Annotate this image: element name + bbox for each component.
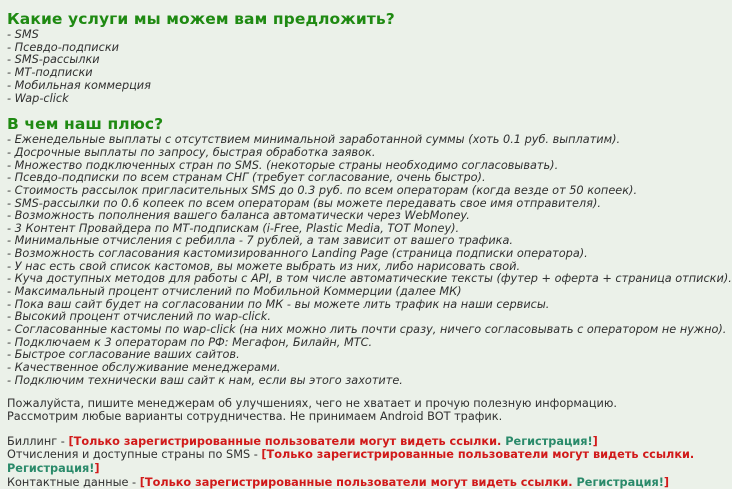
contact-data-label: Контактные данные - [7, 475, 137, 489]
locked-link-notice: Регистрация!] [7, 461, 100, 475]
advantages-list [7, 133, 732, 387]
deductions-label: Отчисления и доступные страны по SMS - [7, 448, 258, 462]
locked-link-notice: [Только зарегистрированные пользователи могут видеть ссылки. Регистрация!] [68, 434, 598, 448]
locked-link-notice: [Только зарегистрированные пользователи могут видеть ссылки. [261, 448, 695, 462]
manager-notice: Пожалуйста, пишите менеджерам об улучшениях, чего не хватает и прочую полезную информацию. Рассмотрим любые варианты сотрудничества. Не принимаем Android BOT трафик. [7, 397, 617, 423]
services-list-item: - Псевдо-подписки [7, 40, 119, 54]
locked-link-notice: [Только зарегистрированные пользователи могут видеть ссылки. Регистрация!] [139, 475, 670, 489]
advantages-list-item: - Максимальный процент отчислений по Мобильной Коммерции (далее МК) [7, 285, 462, 299]
services-list-item: - Wap-click [7, 91, 69, 105]
register-link[interactable]: Регистрация! [505, 434, 593, 448]
advantages-list-item: - Подключаем к 3 операторам по РФ: Мегафон, Билайн, МТС. [7, 335, 373, 349]
services-heading: Какие услуги мы можем вам предложить? [7, 10, 395, 28]
advantages-list-item: - Подключим технически ваш сайт к нам, если вы этого захотите. [7, 373, 403, 387]
advantages-list-item: - Высокий процент отчислений по wap-click. [7, 310, 271, 324]
services-list-item: - МТ-подписки [7, 66, 93, 80]
advantages-list-item: - Пока ваш сайт будет на согласовании по МК - вы можете лить трафик на наши сервисы. [7, 297, 550, 311]
services-list-item: - SMS-рассылки [7, 53, 100, 67]
advantages-list-item: - 3 Контент Провайдера по МТ-подпискам (i-Free, Plastic Media, TOT Money). [7, 221, 460, 235]
deductions-line [7, 448, 695, 475]
post-content [7, 10, 732, 489]
advantages-list-item: - Возможность пополнения вашего баланса автоматически через WebMoney. [7, 209, 470, 223]
spacer [7, 105, 647, 115]
advantages-list-item: - SMS-рассылки по 0.6 копеек по всем операторам (вы можете передавать свое имя отправителя). [7, 196, 601, 210]
services-list-item: - SMS [7, 28, 39, 41]
advantages-list-item: - Минимальные отчисления с ребилла - 7 рублей, а там зависит от вашего трафика. [7, 234, 513, 248]
services-list [7, 29, 647, 105]
advantages-list-item: - Стоимость рассылок пригласительных SMS до 0.3 руб. по всем операторам (когда везде от 50 копеек). [7, 183, 638, 197]
advantages-list-item: - Качественное обслуживание менеджерами. [7, 361, 281, 375]
advantages-list-item: - Досрочные выплаты по запросу, быстрая обработка заявок. [7, 145, 376, 159]
advantages-list-item: - Согласованные кастомы по wap-click (на них можно лить почти сразу, ничего согласовывать с оператором не нужно). [7, 323, 727, 337]
billing-label: Биллинг - [7, 434, 65, 448]
advantages-list-item: - Псевдо-подписки по всем странам СНГ (требует согласование, очень быстро). [7, 171, 486, 185]
advantages-list-item: - Множество подключенных стран по SMS. (некоторые страны необходимо согласовывать). [7, 158, 559, 172]
services-list-item: - Мобильная коммерция [7, 78, 151, 92]
advantages-list-item: - Куча доступных методов для работы с API, в том числе автоматические тексты (футер + оферта + страница отписки). [7, 272, 732, 286]
contact-data-line [7, 475, 670, 489]
advantages-list-item: - Еженедельные выплаты с отсутствием минимальной заработанной суммы (хоть 0.1 руб. выплатим). [7, 133, 621, 147]
spacer [7, 424, 647, 435]
advantages-list-item: - Быстрое согласование ваших сайтов. [7, 348, 240, 362]
advantages-list-item: - Возможность согласования кастомизированного Landing Page (страница подписки оператора). [7, 247, 588, 261]
advantages-list-item: - У нас есть свой список кастомов, вы можете выбрать из них, либо нарисовать свой. [7, 259, 521, 273]
billing-line [7, 435, 647, 449]
advantages-heading: В чем наш плюс? [7, 115, 164, 134]
register-link[interactable]: Регистрация! [7, 461, 95, 475]
register-link[interactable]: Регистрация! [576, 475, 664, 489]
